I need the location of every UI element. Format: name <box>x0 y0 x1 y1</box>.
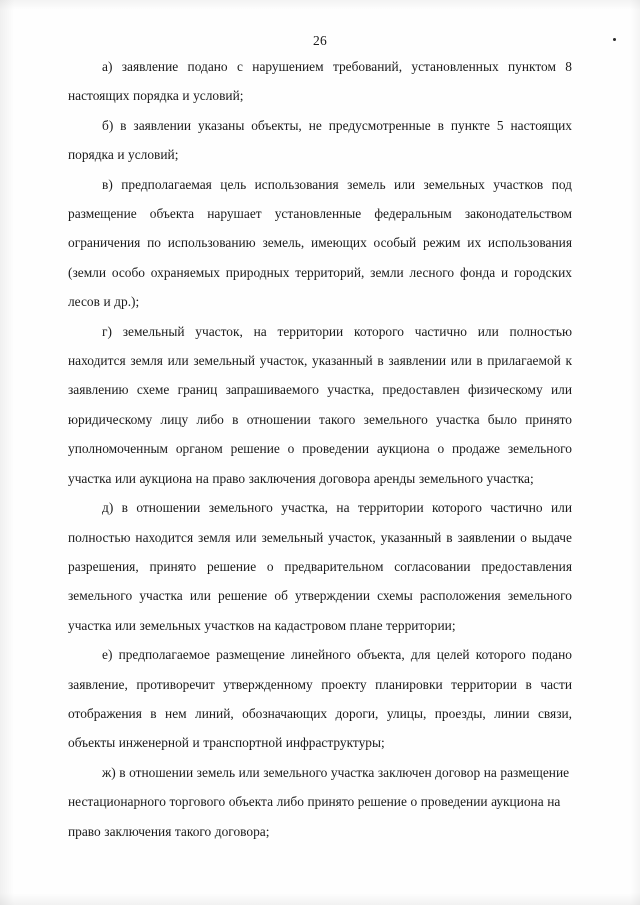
paragraph-a: а) заявление подано с нарушением требований, установленных пунктом 8 настоящих порядка и условий; <box>68 59 572 104</box>
paragraph-d: д) в отношении земельного участка, на территории которого частично или полностью находится земля или земельный участок, указанный в заявлении о выдаче разрешения, принято решение о предварительном согласовании предоставления земельного участка или решение об утверждении схемы расположения земельного участка или земельных участков на кадастровом плане территории; <box>68 500 572 633</box>
paragraph-e: е) предполагаемое размещение линейного объекта, для целей которого подано заявление, противоречит утвержденному проекту планировки территории в части отображения в нем линий, обозначающих дороги, улицы, проезды, линии связи, объекты инженерной и транспортной инфраструктуры; <box>68 647 572 751</box>
document-body <box>68 52 572 846</box>
paragraph-g: г) земельный участок, на территории которого частично или полностью находится земля или земельный участок, указанный в заявлении или в прилагаемой к заявлению схеме границ запрашиваемого участка, предоставлен физическому или юридическому лицу либо в отношении такого земельного участка было принято уполномоченным органом решение о проведении аукциона о продаже земельного участка или аукциона на право заключения договора аренды земельного участка; <box>68 323 572 486</box>
paragraph-v: в) предполагаемая цель использования земель или земельных участков под размещение объекта нарушает установленные федеральным законодательством ограничения по использованию земель, имеющих особый режим их использования (земли особо охраняемых природных территорий, земли лесного фонда и городских лесов и др.); <box>68 176 572 310</box>
paragraph-b: б) в заявлении указаны объекты, не предусмотренные в пункте 5 настоящих порядка и условий; <box>68 117 572 163</box>
page-number: 26 <box>313 33 327 48</box>
scan-edge-left <box>0 0 14 905</box>
paragraph-zh: ж) в отношении земель или земельного участка заключен договор на размещение нестационарного торгового объекта либо принято решение о проведении аукциона на право заключения такого договора; <box>68 764 570 839</box>
scan-edge-right <box>630 0 640 905</box>
scan-edge-top <box>0 0 640 10</box>
scan-artifact-dot <box>613 38 616 41</box>
scan-edge-bottom <box>0 893 640 905</box>
